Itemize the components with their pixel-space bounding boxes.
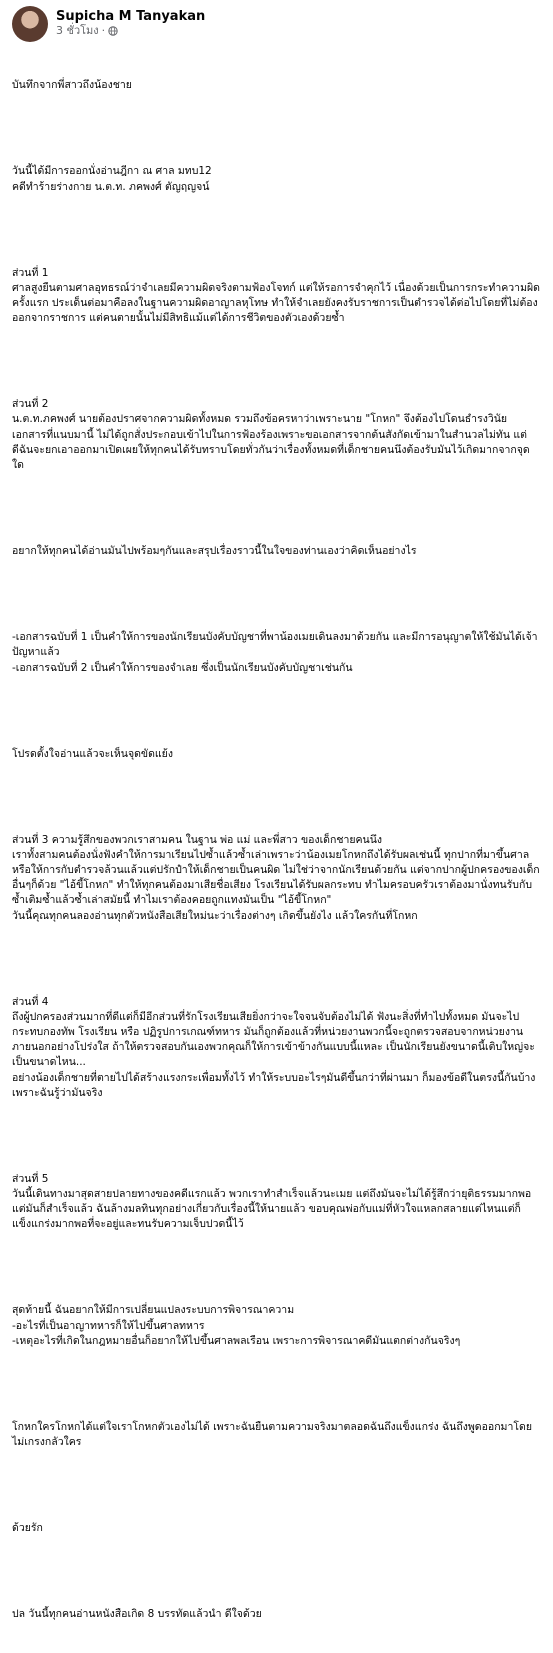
post-paragraph: ส่วนที่ 1 ศาลสูงยืนตามศาลอุทธรณ์ว่าจำเลยมีความผิดจริงตามฟ้องโจทก์ แต่ให้รอการจำคุกไว้ เนื่องด้วยเป็นการกระทำความผิดครั้งแรก ประเด็นต่อมาคือลงในฐานความผิดอาญาลหุโทษ ทำให้จำเลยยังคงรับราชการเป็นตำรวจได้ต่อไปโดยที่ไม่ต้องออกจากราชการ แต่คนตายนั้นไม่มีสิทธิแม้แต่ได้การชีวิตของตัวเองด้วยซ้ำ — [12, 266, 540, 325]
post-paragraph: อยากให้ทุกคนได้อ่านมันไปพร้อมๆกันและสรุปเรื่องราวนี้ในใจของท่านเองว่าคิดเห็นอย่างไร — [12, 545, 417, 558]
post-paragraph: โปรดตั้งใจอ่านแล้วจะเห็นจุดขัดแย้ง — [12, 747, 173, 760]
author-avatar[interactable] — [12, 6, 48, 42]
post-paragraph: ด้วยรัก — [12, 1522, 43, 1535]
post-time-row — [56, 25, 205, 38]
post-paragraph: ส่วนที่ 2 น.ต.ท.ภคพงศ์ นายต้องปราศจากความผิดทั้งหมด รวมถึงข้อครหาว่าเพราะนาย "โกหก" จึงต้องไปโดนธำรงวินัย เอกสารที่แนบมานี้ ไม่ได้ถูกสั่งประกอบเข้าไปในการฟ้องร้องเพราะขอเอกสารจากต้นสังกัดเข้ามาในสำนวลไม่ทัน แต่ดีฉันจะยกเอาออกมาเปิดเผยให้ทุกคนได้รับทราบโดยทั่วกันว่าเรื่องทั้งหมดที่เด็กชายคนนึงต้องรับมันไว้เกิดมากจากจุดใด — [12, 398, 530, 472]
post-paragraph: ส่วนที่ 4 ถึงผู้ปกครองส่วนมากที่ดีแต่ก็มีอีกส่วนที่รักโรงเรียนเสียยิ่งกว่าจะใจจนจับต้องไม่ได้ ฟังนะสิ่งที่ทำไปทั้งหมด มันจะไปกระทบกองทัพ โรงเรียน หรือ ปฏิรูปการเกณฑ์ทหาร มันก็ถูกต้องแล้วที่หน่วยงานพวกนี้จะถูกตรวจสอบจากหน่วยงานภายนอกอย่างโปร่งใส ถ้าให้ตรวจสอบกันเองพวกคุณก็ให้การเข้าข้างกันแบบนี้แหละ เป็นนักเรียนยังขนาดนี้เติบใหญ่จะเป็นขนาดไหน... อย่างน้องเด็กชายที่ตายไปได้สร้างแรงกระเพื่อมทั้งไว้ ทำให้ระบบอะไรๆมันดีขึ้นกว่าที่ผ่านมา ก็มองข้อดีในตรงนี้กันบ้าง เพราะฉันรู้ว่ามันจริง — [12, 995, 536, 1099]
post-paragraph: วันนี้ได้มีการออกนั่งอ่านฎีกา ณ ศาล มทบ12 คดีทำร้ายร่างกาย น.ต.ท. ภคพงศ์ ตัญฤญจน์ — [12, 165, 212, 193]
post-meta — [56, 10, 205, 38]
post-paragraph: สุดท้ายนี้ ฉันอยากให้มีการเปลี่ยนแปลงระบบการพิจารณาความ -อะไรที่เป็นอาญาทหารก็ให้ไปขึ้นศาลทหาร -เหตุอะไรที่เกิดในกฎหมายอื่นก็อยากให้ไปขึ้นศาลพลเรือน เพราะการพิจารณาคดีมันแตกต่างกันจริงๆ — [12, 1304, 461, 1347]
post-paragraph: บันทึกจากพี่สาวถึงน้องชาย — [12, 79, 132, 92]
post-paragraph: -เอกสารฉบับที่ 1 เป็นคำให้การของนักเรียนบังคับบัญชาที่พาน้องเมยเดินลงมาด้วยกัน และมีการอนุญาตให้ใช้มันได้เจ้าปัญหาแล้ว -เอกสารฉบับที่ 2 เป็นคำให้การของจำเลย ซึ่งเป็นนักเรียนบังคับบัญชาเช่นกัน — [12, 631, 538, 674]
post-body — [12, 48, 541, 1653]
author-name[interactable]: Supicha M Tanyakan — [56, 9, 206, 25]
post-paragraph: ส่วนที่ 5 วันนี้เดินทางมาสุดสายปลายทางของคดีแรกแล้ว พวกเราทำสำเร็จแล้วนะเมย แต่ถึงมันจะไม่ได้รู้สึกว่ายุติธรรมมากพอแต่มันก็สำเร็จแล้ว ฉันล้างมลทินทุกอย่างเกี่ยวกับเรื่องนี้ให้นายแล้ว ขอบคุณพ่อกับแม่ที่หัวใจแหลกสลายแต่ไหนแต่ก็แข็งแกร่งมากพอที่จะอยู่และทนรับความเจ็บปวดนี้ไว้ — [12, 1172, 532, 1231]
post-header — [12, 6, 541, 42]
post-paragraph: ปล วันนี้ทุกคนอ่านหนังสือเกิด 8 บรรทัดแล้วนำ ดีใจด้วย — [12, 1608, 262, 1621]
post-timestamp[interactable]: 3 ชั่วโมง — [56, 24, 99, 38]
dot-separator: · — [101, 24, 106, 38]
post-paragraph: ส่วนที่ 3 ความรู้สึกของพวกเราสามคน ในฐาน พ่อ แม่ และพี่สาว ของเด็กชายคนนึง เราทั้งสามคนต้องนั่งฟังคำให้การมาเรียนไปซ้ำแล้วซ้ำเล่าเพราะว่าน้องเมยโกหกถึงได้รับผลเช่นนี้ ทุกปากที่มาขึ้นศาลหรือให้การกับตำรวจล้วนแล้วแต่ปรักปำให้เด็กชายเป็นคนผิด ไม่ใช่ว่าจากนักเรียนด้วยกัน แต่จากปากผู้ปกครองของเด็กอื่นๆก็ด้วย "ไอ้ขี้โกหก" ทำให้ทุกคนต้องมาเสียชื่อเสียง โรงเรียนได้รับผลกระทบ ทำไมครอบครัวเราต้องมานั่งทนรับกับซ้ำเติมซ้ำแล้วซ้ำเล่าสมัยนี้ ทำไมเราต้องคอยถูกแทงมันเป็น "ไอ้ขี้โกหก" วันนี้คุณทุกคนลองอ่านทุกตัวหนังสือเสียใหม่นะว่าเรื่องต่างๆ เกิดขึ้นยังไง แล้วใครกันที่โกหก — [12, 833, 540, 922]
globe-icon — [108, 26, 118, 36]
post-paragraph: โกหกใครโกหกได้แต่ใจเราโกหกตัวเองไม่ได้ เพราะฉันยืนตามความจริงมาตลอดฉันถึงแข็งแกร่ง ฉันถึงพูดออกมาโดยไม่เกรงกลัวใคร — [12, 1420, 532, 1449]
